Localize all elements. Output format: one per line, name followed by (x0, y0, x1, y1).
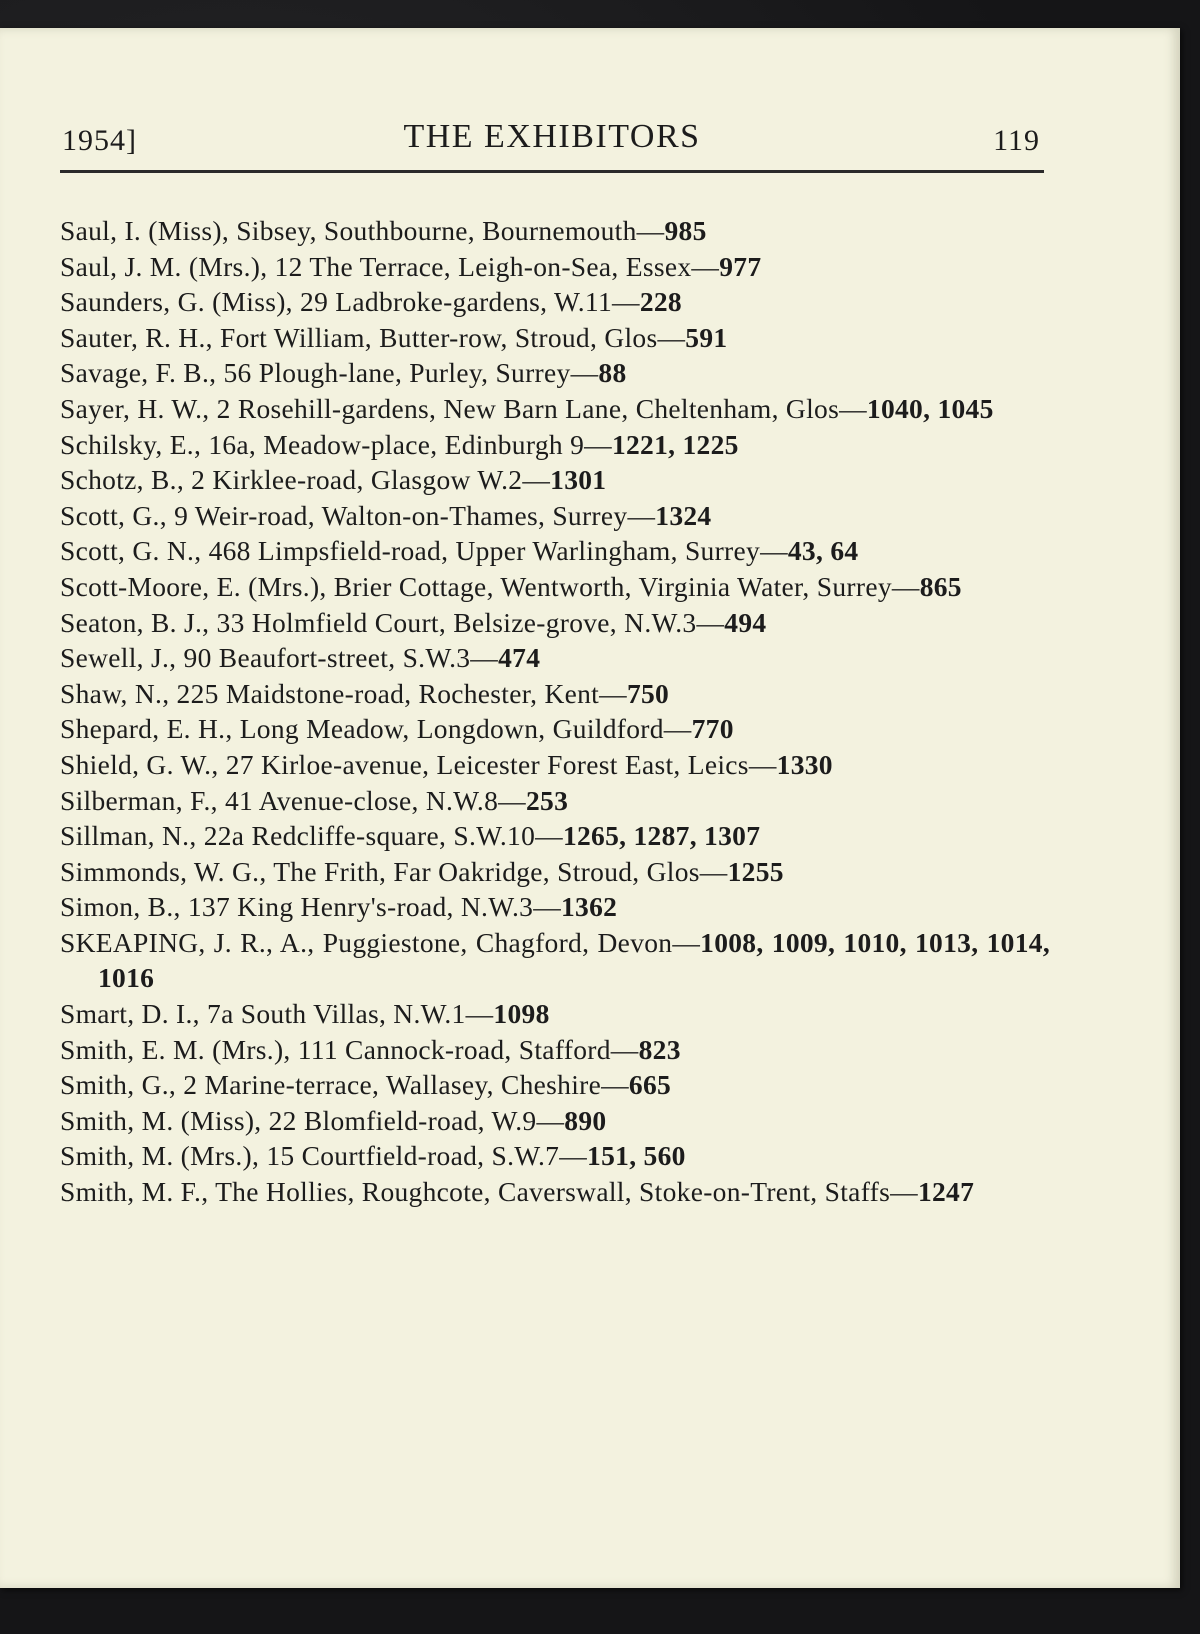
exhibitor-name-address: Shaw, N., 225 Maidstone-road, Rochester, Kent (60, 677, 600, 709)
exhibit-numbers: 1265, 1287, 1307 (562, 820, 761, 852)
running-header (62, 114, 1042, 162)
exhibitor-name-address: Simon, B., 137 King Henry's-road, N.W.3 (60, 891, 534, 923)
exhibit-numbers: 823 (638, 1033, 681, 1065)
exhibit-numbers: 1098 (493, 998, 550, 1030)
book-page (0, 28, 1180, 1588)
exhibit-numbers: 750 (626, 677, 670, 709)
exhibit-numbers: 1040, 1045 (866, 392, 994, 424)
exhibitor-entry: Simmonds, W. G., The Frith, Far Oakridge, Stroud, Glos—1255 (60, 855, 784, 887)
exhibitor-entry: Smith, E. M. (Mrs.), 111 Cannock-road, Stafford—823 (60, 1033, 681, 1065)
exhibitor-name-address: Smith, G., 2 Marine-terrace, Wallasey, Cheshire (60, 1069, 602, 1101)
exhibit-numbers: 474 (498, 642, 541, 674)
exhibitor-entry: Sillman, N., 22a Redcliffe-square, S.W.10—1265, 1287, 1307 (60, 820, 761, 852)
exhibitor-entry: Shaw, N., 225 Maidstone-road, Rochester, Kent—750 (60, 677, 670, 709)
exhibitor-name-address: Schilsky, E., 16a, Meadow-place, Edinburgh 9 (60, 428, 585, 460)
exhibit-numbers: 1362 (561, 891, 618, 923)
exhibitor-entry: Scott, G. N., 468 Limpsfield-road, Upper Warlingham, Surrey—43, 64 (60, 535, 859, 567)
exhibitor-entry: Smith, G., 2 Marine-terrace, Wallasey, Cheshire—665 (60, 1069, 672, 1101)
exhibit-numbers: 1247 (917, 1176, 975, 1208)
exhibitor-entry: Simon, B., 137 King Henry's-road, N.W.3—1362 (60, 891, 618, 923)
exhibitor-entry: SKEAPING, J. R., A., Puggiestone, Chagford, Devon—1008, 1009, 1010, 1013, 1014, 1016 (60, 926, 1050, 994)
exhibit-numbers: 977 (719, 250, 762, 282)
exhibit-numbers: 151, 560 (587, 1140, 686, 1172)
exhibit-numbers: 1324 (655, 499, 712, 531)
exhibitor-entry: Sewell, J., 90 Beaufort-street, S.W.3—474 (60, 642, 541, 674)
exhibitor-name-address: Seaton, B. J., 33 Holmfield Court, Belsize-grove, N.W.3 (60, 606, 697, 638)
page-title: THE EXHIBITORS (403, 118, 701, 155)
exhibitor-name-address: Shepard, E. H., Long Meadow, Longdown, Guildford (60, 713, 664, 745)
exhibit-numbers: 88 (598, 357, 627, 389)
exhibitor-entry: Savage, F. B., 56 Plough-lane, Purley, Surrey—88 (60, 357, 627, 389)
exhibitor-entry: Smart, D. I., 7a South Villas, N.W.1—1098 (60, 998, 550, 1030)
exhibitor-name-address: Scott, G., 9 Weir-road, Walton-on-Thames, Surrey (60, 499, 628, 531)
exhibit-numbers: 494 (724, 606, 767, 638)
exhibitor-name-address: Simmonds, W. G., The Frith, Far Oakridge, Stroud, Glos (60, 855, 700, 887)
exhibit-numbers: 1008, 1009, 1010, 1013, 1014, 1016 (98, 926, 1050, 994)
exhibitor-name-address: Smith, M. (Miss), 22 Blomfield-road, W.9 (60, 1104, 537, 1136)
exhibitor-entry: Sayer, H. W., 2 Rosehill-gardens, New Barn Lane, Cheltenham, Glos—1040, 1045 (60, 392, 994, 424)
exhibit-numbers: 985 (664, 215, 707, 246)
page-number: 119 (993, 124, 1040, 157)
exhibitor-entry: Schilsky, E., 16a, Meadow-place, Edinburgh 9—1221, 1225 (60, 428, 739, 460)
exhibitor-entry: Saul, J. M. (Mrs.), 12 The Terrace, Leigh-on-Sea, Essex—977 (60, 250, 762, 282)
exhibitor-name-address: Sauter, R. H., Fort William, Butter-row, Stroud, Glos (60, 321, 658, 353)
exhibitor-name-address: Smith, M. (Mrs.), 15 Courtfield-road, S.W.7 (60, 1140, 560, 1172)
exhibitor-entry: Smith, M. (Mrs.), 15 Courtfield-road, S.W.7—151, 560 (60, 1140, 686, 1172)
exhibitor-entry: Shield, G. W., 27 Kirloe-avenue, Leicester Forest East, Leics—1330 (60, 748, 833, 780)
exhibitor-name-address: SKEAPING, J. R., A., Puggiestone, Chagford, Devon (60, 926, 673, 958)
exhibit-numbers: 865 (919, 570, 962, 602)
exhibitor-name-address: Schotz, B., 2 Kirklee-road, Glasgow W.2 (60, 464, 523, 496)
exhibitor-name-address: Saul, I. (Miss), Sibsey, Southbourne, Bournemouth (60, 215, 637, 246)
exhibit-numbers: 1301 (550, 464, 607, 496)
exhibitor-entry: Scott-Moore, E. (Mrs.), Brier Cottage, Wentworth, Virginia Water, Surrey—865 (60, 570, 962, 602)
exhibitor-entry: Sauter, R. H., Fort William, Butter-row, Stroud, Glos—591 (60, 321, 728, 353)
exhibit-numbers: 253 (525, 784, 569, 816)
exhibitor-name-address: Sewell, J., 90 Beaufort-street, S.W.3 (60, 642, 471, 674)
exhibitor-entry: Saul, I. (Miss), Sibsey, Southbourne, Bournemouth—985 (60, 215, 707, 246)
header-year: 1954] (62, 124, 137, 157)
exhibitor-name-address: Smith, M. F., The Hollies, Roughcote, Caverswall, Stoke-on-Trent, Staffs (60, 1176, 891, 1208)
exhibit-numbers: 1330 (776, 748, 833, 780)
exhibitor-name-address: Sillman, N., 22a Redcliffe-square, S.W.10 (60, 820, 536, 852)
exhibitor-name-address: Saunders, G. (Miss), 29 Ladbroke-gardens, W.11 (60, 286, 612, 318)
exhibitor-name-address: Sayer, H. W., 2 Rosehill-gardens, New Barn Lane, Cheltenham, Glos (60, 392, 840, 424)
exhibitor-name-address: Saul, J. M. (Mrs.), 12 The Terrace, Leigh-on-Sea, Essex (60, 250, 692, 282)
exhibitor-name-address: Scott-Moore, E. (Mrs.), Brier Cottage, Wentworth, Virginia Water, Surrey (60, 570, 892, 602)
exhibit-numbers: 591 (685, 321, 728, 353)
exhibitor-entry: Schotz, B., 2 Kirklee-road, Glasgow W.2—1301 (60, 464, 607, 496)
exhibit-numbers: 43, 64 (787, 535, 859, 567)
exhibit-numbers: 770 (691, 713, 734, 745)
exhibitor-entry: Shepard, E. H., Long Meadow, Longdown, Guildford—770 (60, 713, 734, 745)
exhibitor-entry: Smith, M. F., The Hollies, Roughcote, Caverswall, Stoke-on-Trent, Staffs—1247 (60, 1176, 975, 1208)
header-rule (60, 170, 1044, 173)
exhibitor-list (60, 213, 1050, 1210)
exhibitor-name-address: Scott, G. N., 468 Limpsfield-road, Upper Warlingham, Surrey (60, 535, 761, 567)
exhibitor-entry: Smith, M. (Miss), 22 Blomfield-road, W.9—890 (60, 1104, 607, 1136)
exhibitor-name-address: Savage, F. B., 56 Plough-lane, Purley, Surrey (60, 357, 571, 389)
exhibit-numbers: 1221, 1225 (611, 428, 739, 460)
exhibit-numbers: 665 (628, 1069, 672, 1101)
exhibitor-entry: Scott, G., 9 Weir-road, Walton-on-Thames, Surrey—1324 (60, 499, 712, 531)
exhibit-numbers: 890 (564, 1104, 607, 1136)
exhibit-numbers: 1255 (727, 855, 784, 887)
exhibitor-entry: Silberman, F., 41 Avenue-close, N.W.8—253 (60, 784, 569, 816)
exhibitor-name-address: Shield, G. W., 27 Kirloe-avenue, Leicester Forest East, Leics (60, 748, 749, 780)
exhibitor-name-address: Silberman, F., 41 Avenue-close, N.W.8 (60, 784, 499, 816)
exhibit-numbers: 228 (639, 286, 682, 318)
exhibitor-name-address: Smart, D. I., 7a South Villas, N.W.1 (60, 998, 466, 1030)
exhibitor-name-address: Smith, E. M. (Mrs.), 111 Cannock-road, Stafford (60, 1033, 611, 1065)
exhibitor-entry: Seaton, B. J., 33 Holmfield Court, Belsize-grove, N.W.3—494 (60, 606, 767, 638)
exhibitor-entry: Saunders, G. (Miss), 29 Ladbroke-gardens, W.11—228 (60, 286, 682, 318)
